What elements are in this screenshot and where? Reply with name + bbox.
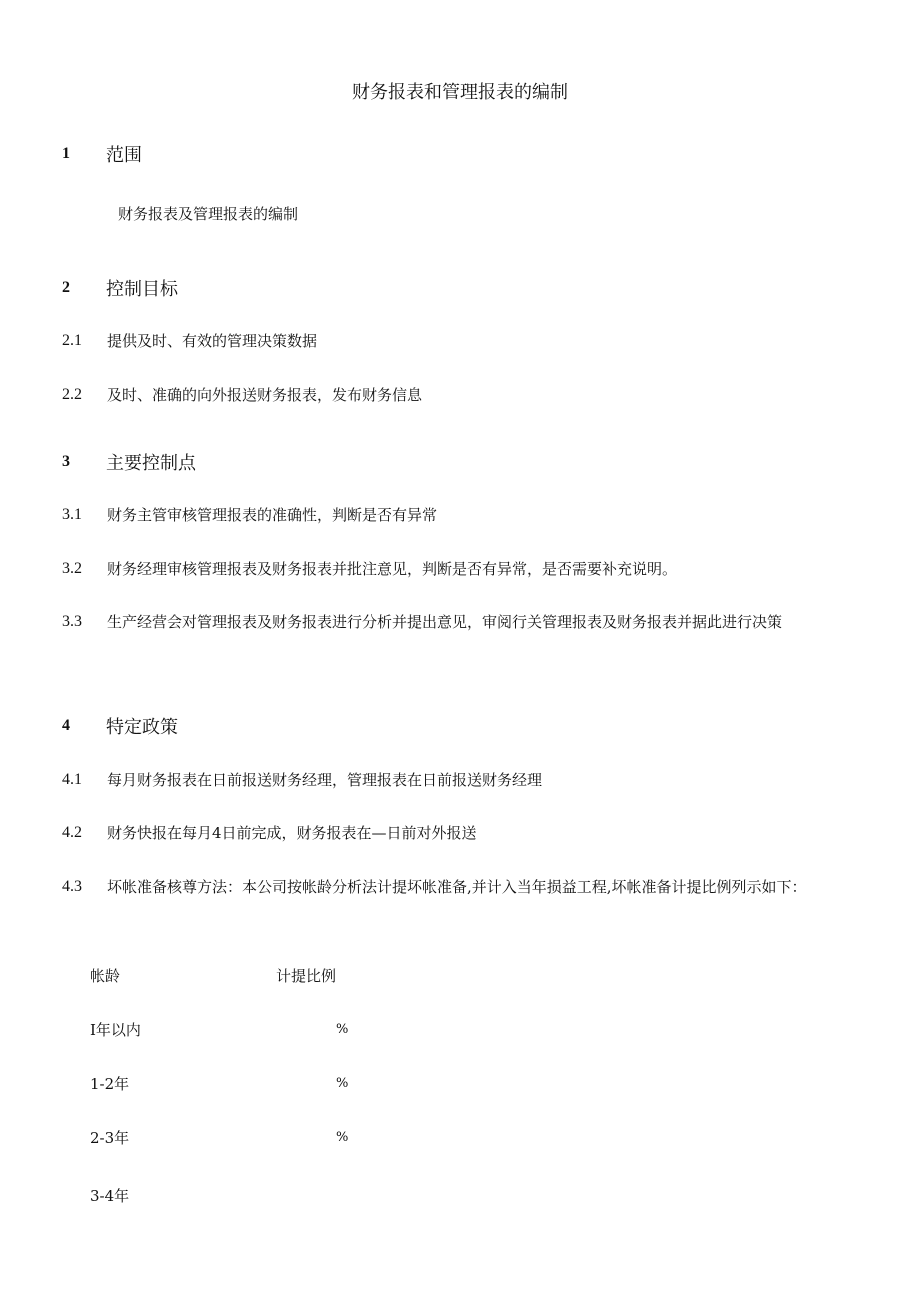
item-number: 2.1 xyxy=(62,332,82,349)
table-row xyxy=(90,1183,390,1209)
section-heading-key-control-points xyxy=(62,448,196,476)
list-item xyxy=(62,502,848,528)
aging-period: 1-2年 xyxy=(90,1075,130,1093)
aging-table-header xyxy=(90,963,390,989)
item-text: 财务快报在每月4日前完成，财务报表在—日前对外报送 xyxy=(107,824,477,842)
item-text: 生产经营会对管理报表及财务报表进行分析并提出意见，审阅行关管理报表及财务报表并据此进行决策 xyxy=(107,613,783,631)
item-text: 及时、准确的向外报送财务报表，发布财务信息 xyxy=(107,386,423,404)
item-text: 提供及时、有效的管理决策数据 xyxy=(107,332,318,350)
list-item xyxy=(62,382,848,408)
aging-period: 2-3年 xyxy=(90,1129,130,1147)
item-number: 3.3 xyxy=(62,613,82,630)
list-item xyxy=(62,767,848,793)
section-heading-scope xyxy=(62,140,142,168)
list-item xyxy=(62,609,844,639)
section-number: 3 xyxy=(62,453,70,470)
scope-text: 财务报表及管理报表的编制 xyxy=(118,205,299,223)
item-number: 4.3 xyxy=(62,878,82,895)
section-number: 2 xyxy=(62,279,70,296)
section-number: 1 xyxy=(62,145,70,162)
list-item xyxy=(62,820,848,846)
table-row xyxy=(90,1017,390,1043)
item-number: 3.2 xyxy=(62,560,82,577)
item-text: 财务主管审核管理报表的准确性，判断是否有异常 xyxy=(107,506,438,524)
provision-rate: % xyxy=(336,1076,349,1091)
item-number: 4.2 xyxy=(62,824,82,841)
section-heading-specific-policies xyxy=(62,712,178,740)
section-title: 范围 xyxy=(106,145,142,166)
table-row xyxy=(90,1071,390,1097)
item-number: 3.1 xyxy=(62,506,82,523)
item-number: 4.1 xyxy=(62,771,82,788)
item-text: 财务经理审核管理报表及财务报表并批注意见，判断是否有异常，是否需要补充说明。 xyxy=(107,560,678,578)
provision-rate: % xyxy=(336,1130,349,1145)
table-row xyxy=(90,1125,390,1151)
item-text: 每月财务报表在日前报送财务经理，管理报表在日前报送财务经理 xyxy=(107,771,543,789)
section-heading-control-objectives xyxy=(62,274,178,302)
aging-period: I年以内 xyxy=(90,1021,141,1039)
section-title: 特定政策 xyxy=(106,717,178,738)
list-item xyxy=(62,556,848,582)
provision-rate: % xyxy=(336,1022,349,1037)
document-title: 财务报表和管理报表的编制 xyxy=(352,82,568,103)
aging-period: 3-4年 xyxy=(90,1187,130,1205)
list-item xyxy=(62,328,848,354)
section-title: 主要控制点 xyxy=(106,453,196,474)
item-number: 2.2 xyxy=(62,386,82,403)
section-title: 控制目标 xyxy=(106,279,178,300)
column-header-age: 帐龄 xyxy=(90,967,121,985)
section-number: 4 xyxy=(62,717,70,734)
list-item xyxy=(62,874,844,904)
column-header-rate: 计提比例 xyxy=(276,967,337,985)
item-text: 坏帐准备核尊方法：本公司按帐龄分析法计提坏帐准备,并计入当年损益工程,坏帐准备计提比例列示如下： xyxy=(107,878,807,896)
